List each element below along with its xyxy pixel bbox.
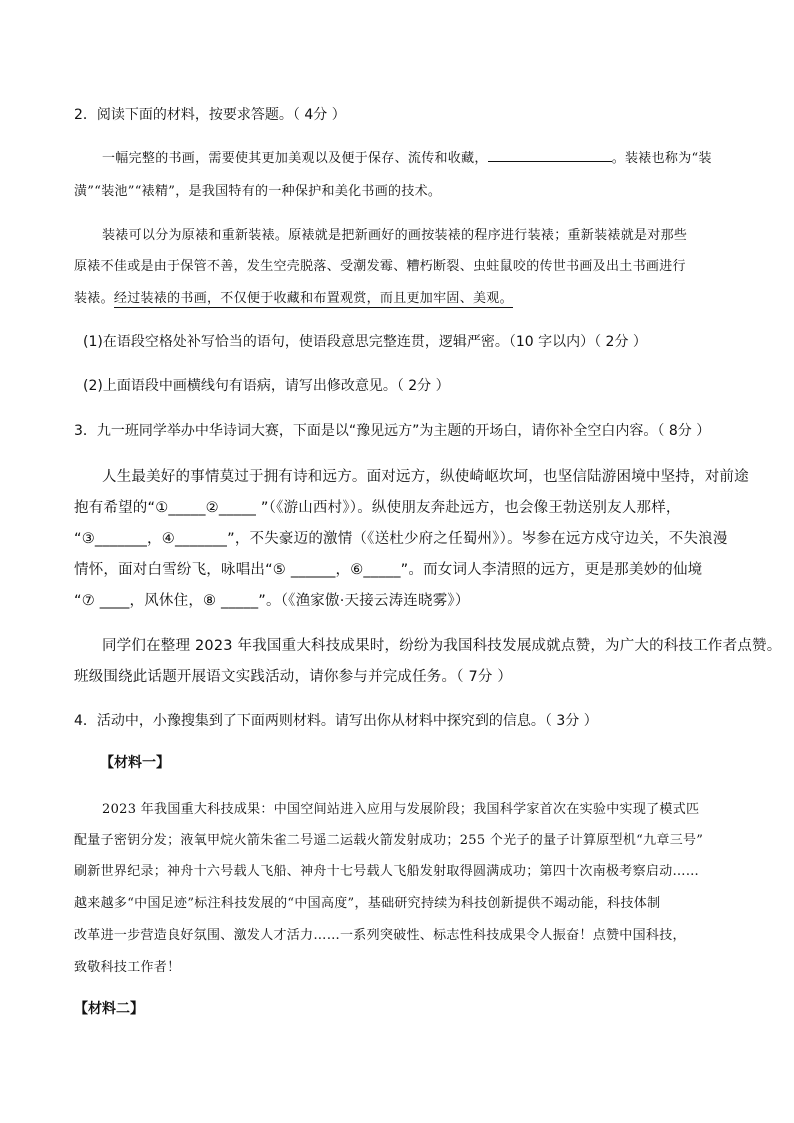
material-1-line5: 改革进一步营造良好氛围、激发人才活力……一系列突破性、标志性科技成果令人振奋！点赞中国科技， [74,928,686,943]
q3-line2: 抱有希望的“①_____②_____ ”（《游山西村》）。纵使朋友奔赴远方，也会像王勃送别友人那样， [74,500,681,516]
intro-line2: 班级围绕此话题开展语文实践活动，请你参与并完成任务。（ 7分 ） [74,669,513,685]
q3-line1: 人生最美好的事情莫过于拥有诗和远方。面对远方，纵使崎岖坎坷，也坚信陆游困境中坚持，对前途 [102,469,749,485]
intro-line1: 同学们在整理 2023 年我国重大科技成果时，纷纷为我国科技发展成就点赞，为广大的科技工作者点赞。 [102,638,782,654]
q2-paragraph2-line2: 原裱不佳或是由于保管不善，发生空壳脱落、受潮发霉、糟朽断裂、虫蛀鼠咬的传世书画及出土书画进行 [74,259,686,274]
q2-paragraph2-line1: 装裱可以分为原裱和重新装裱。原裱就是把新画好的画按装裱的程序进行装裱；重新装裱就是对那些 [102,228,688,243]
material-1-heading: 【材料一】 [100,755,170,771]
q2-underlined-sentence: 经过装裱的书画，不仅便于收藏和布置观赏，而且更加牢固、美观。 [113,291,513,306]
q3-line5: “⑦ ____，风休住，⑧ _____”。（《渔家傲·天接云涛连晓雾》） [74,593,470,609]
material-1-line1: 2023 年我国重大科技成果：中国空间站进入应用与发展阶段；我国科学家首次在实验中实现了模式匹 [102,802,700,817]
q2-paragraph1-line1 [102,147,712,166]
material-2-heading: 【材料二】 [74,1001,144,1017]
q3-line4: 情怀，面对白雪纷飞，咏唱出“⑤ ______，⑥_____”。而女词人李清照的远方，更是那美妙的仙境 [74,562,703,578]
q2-subquestion-1: (1)在语段空格处补写恰当的语句，使语段意思完整连贯，逻辑严密。（10 字以内）（ 2分 ） [83,334,647,350]
material-1-line6: 致敬科技工作者！ [74,960,181,975]
q2-title: 2．阅读下面的材料，按要求答题。（ 4分 ） [74,107,346,123]
q2-subquestion-2: (2)上面语段中画横线句有语病，请写出修改意见。（ 2分 ） [83,378,450,394]
q2-p1-text-post: 。装裱也称为“装 [611,151,712,166]
material-1-line2: 配量子密钥分发；液氧甲烷火箭朱雀二号遥二运载火箭发射成功；255 个光子的量子计算原型机“九章三号” [74,833,704,848]
q2-answer-blank[interactable] [488,148,612,162]
q2-p2-plain-text: 装裱。 [74,291,114,306]
q4-title: 4．活动中，小豫搜集到了下面两则材料。请写出你从材料中探究到的信息。（ 3分 ） [74,713,598,729]
q2-paragraph2-line3 [74,287,513,306]
q3-title: 3．九一班同学举办中华诗词大赛，下面是以“豫见远方”为主题的开场白，请你补全空白内容。（ 8分 ） [74,423,711,439]
material-1-line3: 刷新世界纪录；神舟十六号载人飞船、神舟十七号载人飞船发射取得圆满成功；第四十次南极考察启动…… [74,864,700,879]
q2-paragraph1-line2: 潢”“装池”“裱精”，是我国特有的一种保护和美化书画的技术。 [74,184,442,199]
q2-p1-text-pre: 一幅完整的书画，需要使其更加美观以及便于保存、流传和收藏， [102,151,488,166]
material-1-line4: 越来越多“中国足迹”标注科技发展的“中国高度”，基础研究持续为科技创新提供不竭动能，科技体制 [74,896,661,911]
q3-line3: “③_______，④_______”，不失豪迈的激情（《送杜少府之任蜀州》）。岑参在远方戍守边关，不失浪漫 [74,531,728,547]
